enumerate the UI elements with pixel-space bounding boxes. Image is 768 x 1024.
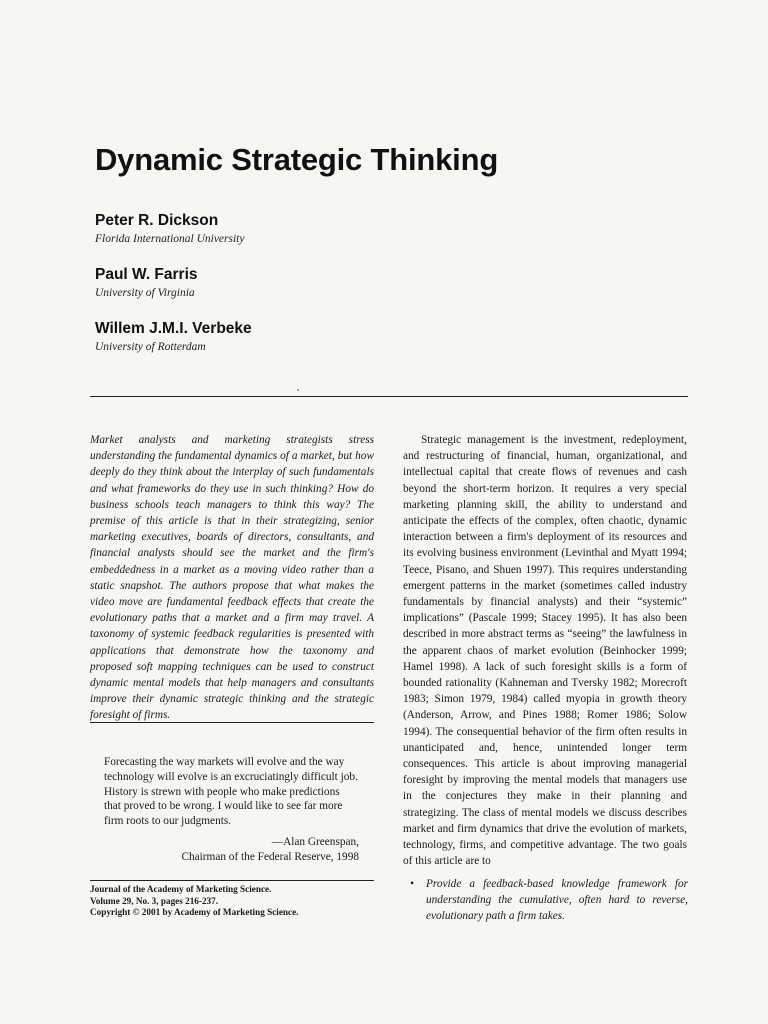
author-name: Paul W. Farris (95, 266, 198, 283)
paper-title: Dynamic Strategic Thinking (95, 142, 499, 177)
footnote-journal: Journal of the Academy of Marketing Science. (90, 884, 272, 894)
body-paragraph: Strategic management is the investment, redeployment, and restructuring of financial, human, organizational, and intellectual capital that create flows of revenues and cash beyond the short-term horizon. It requires a very special marketing planning skill, the ability to understand and anticipate the effects of the complex, often chaotic, dynamic interaction between a firm's deployment of its resources and its evolving business environment (Levinthal and Myatt 1994; Teece, Pisano, and Shuen 1997). This requires understanding emergent patterns in the market (sometimes called industry fundamentals by financial analysts) and their “systemic” implications” (Pascale 1999; Stacey 1995). It has also been described in more abstract terms as “seeing” the lawfulness in the apparent chaos of market evolution (Beinhocker 1999; Hamel 1998). A lack of such foresight skills is a form of bounded rationality (Kahneman and Tversky 1982; Morecroft 1983; Simon 1979, 1984) called myopia in growth theory (Anderson, Arrow, and Pines 1988; Romer 1986; Solow 1994). The consequential behavior of the firm often results in unanticipated and, hence, unintended longer term consequences. This article is about improving managerial foresight by improving the mental models that managers use in the conjectures they make in their planning and strategizing. The class of mental models we discuss describes market and firm dynamics that drive the evolution of markets, technology, firms, and competitive advantage. The two goals of this article are to (403, 434, 687, 868)
author-affiliation: University of Virginia (95, 287, 195, 299)
footnote-copyright: Copyright © 2001 by Academy of Marketing Science. (90, 907, 299, 918)
footnote-volume: Volume 29, No. 3, pages 216-237. (90, 895, 219, 906)
header-rule (90, 396, 688, 397)
author-block (95, 212, 244, 245)
epigraph-attribution (104, 835, 359, 865)
author-affiliation: University of Rotterdam (95, 341, 206, 353)
footnote (90, 884, 374, 919)
author-block (95, 320, 252, 353)
bullet-marker: • (410, 878, 414, 890)
epigraph-role: Chairman of the Federal Reserve, 1998 (181, 850, 359, 863)
epigraph-author: —Alan Greenspan, (271, 835, 359, 848)
abstract-rule (90, 722, 374, 723)
author-affiliation: Florida International University (95, 233, 245, 245)
author-block (95, 266, 198, 299)
epigraph (104, 755, 359, 865)
abstract: Market analysts and marketing strategists stress understanding the fundamental dynamics of a market, but how deeply do they think about the interplay of such fundamentals and what frameworks do they use in such thinking? How do business schools teach managers to think this way? The premise of this article is that in their strategizing, senior marketing executives, boards of directors, consultants, and financial analysts should see the market and the firm's embeddedness in a market as a moving video rather than a static snapshot. The authors propose that what makes the video move are fundamental feedback effects that create the evolutionary paths that a market and a firm may travel. A taxonomy of systemic feedback regularities is presented with applications that demonstrate how the taxonomy and proposed soft mapping techniques can be used to construct dynamic mental models that help managers and consultants improve their dynamic strategic thinking and the strategic foresight of firms. (90, 434, 374, 722)
footnote-rule (90, 880, 374, 881)
author-name: Willem J.M.I. Verbeke (95, 320, 252, 337)
bullet-text: Provide a feedback-based knowledge framework for understanding the cumulative, often hard to reverse, evolutionary path a firm takes. (426, 878, 688, 923)
scan-speck (297, 389, 299, 391)
author-name: Peter R. Dickson (95, 212, 219, 229)
epigraph-text: Forecasting the way markets will evolve and the way technology will evolve is an excruciatingly difficult job. History is strewn with people who make predictions that proved to be wrong. I would like to see far more firm roots to our judgments. (104, 756, 358, 828)
goal-bullet (410, 876, 688, 925)
